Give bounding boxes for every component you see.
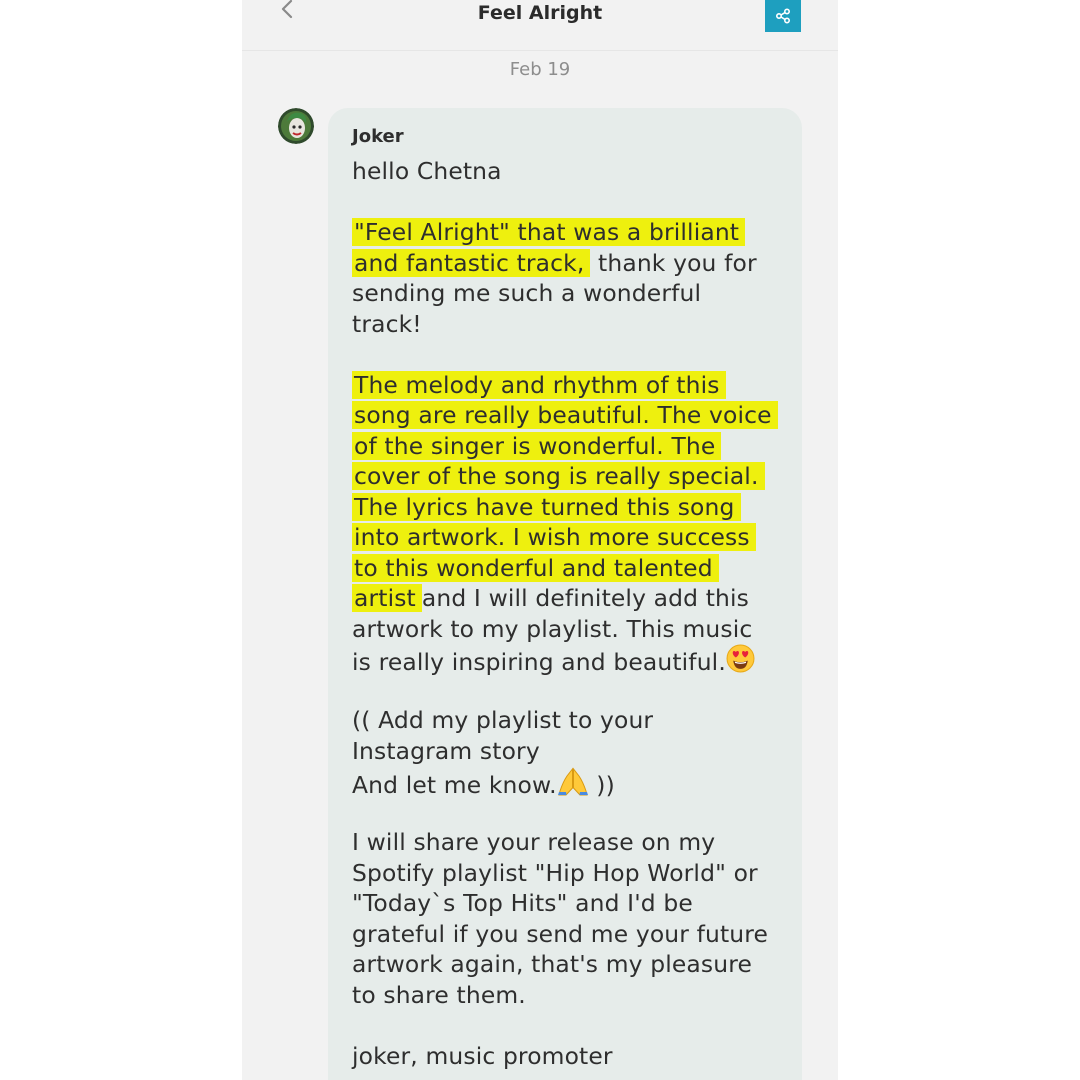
message-line: artwork again, that's my pleasure: [352, 950, 753, 978]
highlighted-text: The lyrics have turned this song: [352, 493, 741, 521]
joker-avatar-image: [278, 108, 314, 144]
chat-screen: [242, 0, 838, 1080]
message-line: And let me know.: [352, 771, 557, 799]
message-line: and I will definitely add this: [421, 584, 750, 612]
chat-header: [242, 0, 838, 51]
message-line: )): [588, 771, 615, 799]
message-line: thank you for: [590, 248, 757, 277]
folded-hands-emoji: [557, 766, 589, 804]
signature-line: joker, music promoter: [352, 1041, 613, 1070]
date-separator: Feb 19: [509, 59, 571, 80]
sender-name: Joker: [352, 126, 404, 147]
greeting-line: hello Chetna: [352, 157, 502, 185]
share-button[interactable]: [765, 0, 801, 32]
message-line: Instagram story: [352, 736, 540, 765]
highlighted-text: of the singer is wonderful. The: [352, 432, 721, 460]
message-line: sending me such a wonderful: [352, 279, 702, 307]
avatar[interactable]: [278, 108, 314, 144]
message-line: (( Add my playlist to your: [352, 706, 654, 734]
chat-title: Feel Alright: [477, 2, 603, 24]
highlighted-text: cover of the song is really special.: [352, 462, 765, 490]
message-line: track!: [352, 309, 422, 338]
message-text: [352, 156, 792, 1071]
highlighted-text: to this wonderful and talented: [352, 554, 719, 582]
share-icon: [775, 8, 791, 24]
message-line: I will share your release on my: [352, 828, 716, 856]
message-line: to share them.: [352, 980, 526, 1009]
highlighted-text: song are really beautiful. The voice: [352, 401, 778, 429]
message-bubble: [328, 108, 802, 1080]
highlighted-text: The melody and rhythm of this: [352, 371, 726, 399]
message-line: "Today`s Top Hits" and I'd be: [352, 889, 693, 917]
message-line: Spotify playlist "Hip Hop World" or: [352, 858, 758, 887]
highlighted-text: artist: [352, 584, 422, 612]
message-line: artwork to my playlist. This music: [352, 614, 753, 643]
highlighted-text: and fantastic track,: [352, 249, 590, 277]
highlighted-text: "Feel Alright" that was a brilliant: [352, 218, 745, 246]
message-line: is really inspiring and beautiful.: [352, 648, 726, 676]
highlighted-text: into artwork. I wish more success: [352, 523, 756, 551]
message-line: grateful if you send me your future: [352, 919, 769, 948]
heart-eyes-emoji: [726, 644, 755, 681]
